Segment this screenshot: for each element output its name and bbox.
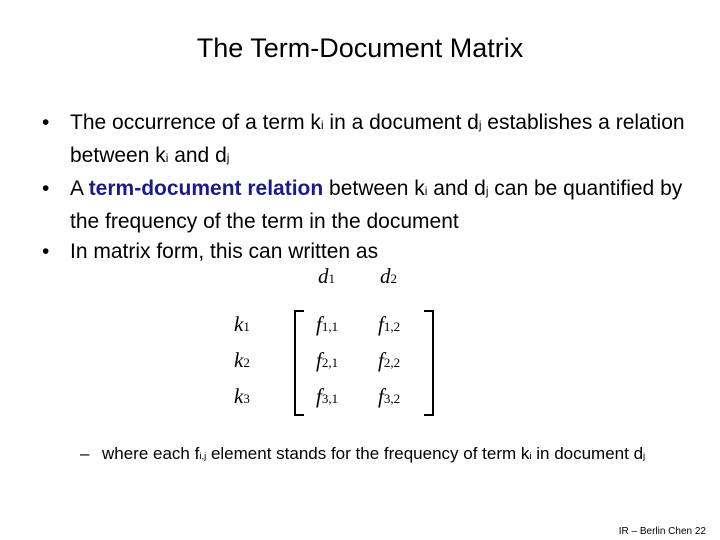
bullet-item: • A term-document relation between ki and dj can be quantified by the frequency of the term in the document <box>40 174 700 237</box>
bullet-dot: • <box>42 111 50 134</box>
matrix-cell: f3,2 <box>378 384 401 408</box>
bullet-dot: • <box>42 240 50 263</box>
matrix-cell: f2,2 <box>378 348 401 372</box>
column-header: d2 <box>380 264 398 288</box>
bullet-item: • In matrix form, this can written as <box>40 237 700 267</box>
matrix-cell: f2,1 <box>316 348 339 372</box>
matrix-cell: f1,2 <box>378 312 401 336</box>
left-bracket <box>294 310 304 416</box>
dash-marker: – <box>80 444 90 463</box>
bullet-dot: • <box>42 177 50 200</box>
emphasis-term: term-document relation <box>88 177 324 200</box>
slide-title: The Term-Document Matrix <box>196 33 524 63</box>
row-header: k1 <box>234 312 250 336</box>
matrix-cell: f1,1 <box>316 312 339 336</box>
sub-bullet: – where each fi,j element stands for the frequency of term ki in document dj <box>80 442 702 469</box>
right-bracket <box>424 310 434 416</box>
slide-footer: IR – Berlin Chen 22 <box>618 526 706 537</box>
term-document-matrix <box>228 262 448 422</box>
row-header: k2 <box>234 348 250 372</box>
bullet-list <box>40 108 700 267</box>
matrix-cell: f3,1 <box>316 384 339 408</box>
row-header: k3 <box>234 384 250 408</box>
column-header: d1 <box>318 264 336 288</box>
bullet-item: • The occurrence of a term ki in a document dj establishes a relation between ki and dj <box>40 108 700 174</box>
